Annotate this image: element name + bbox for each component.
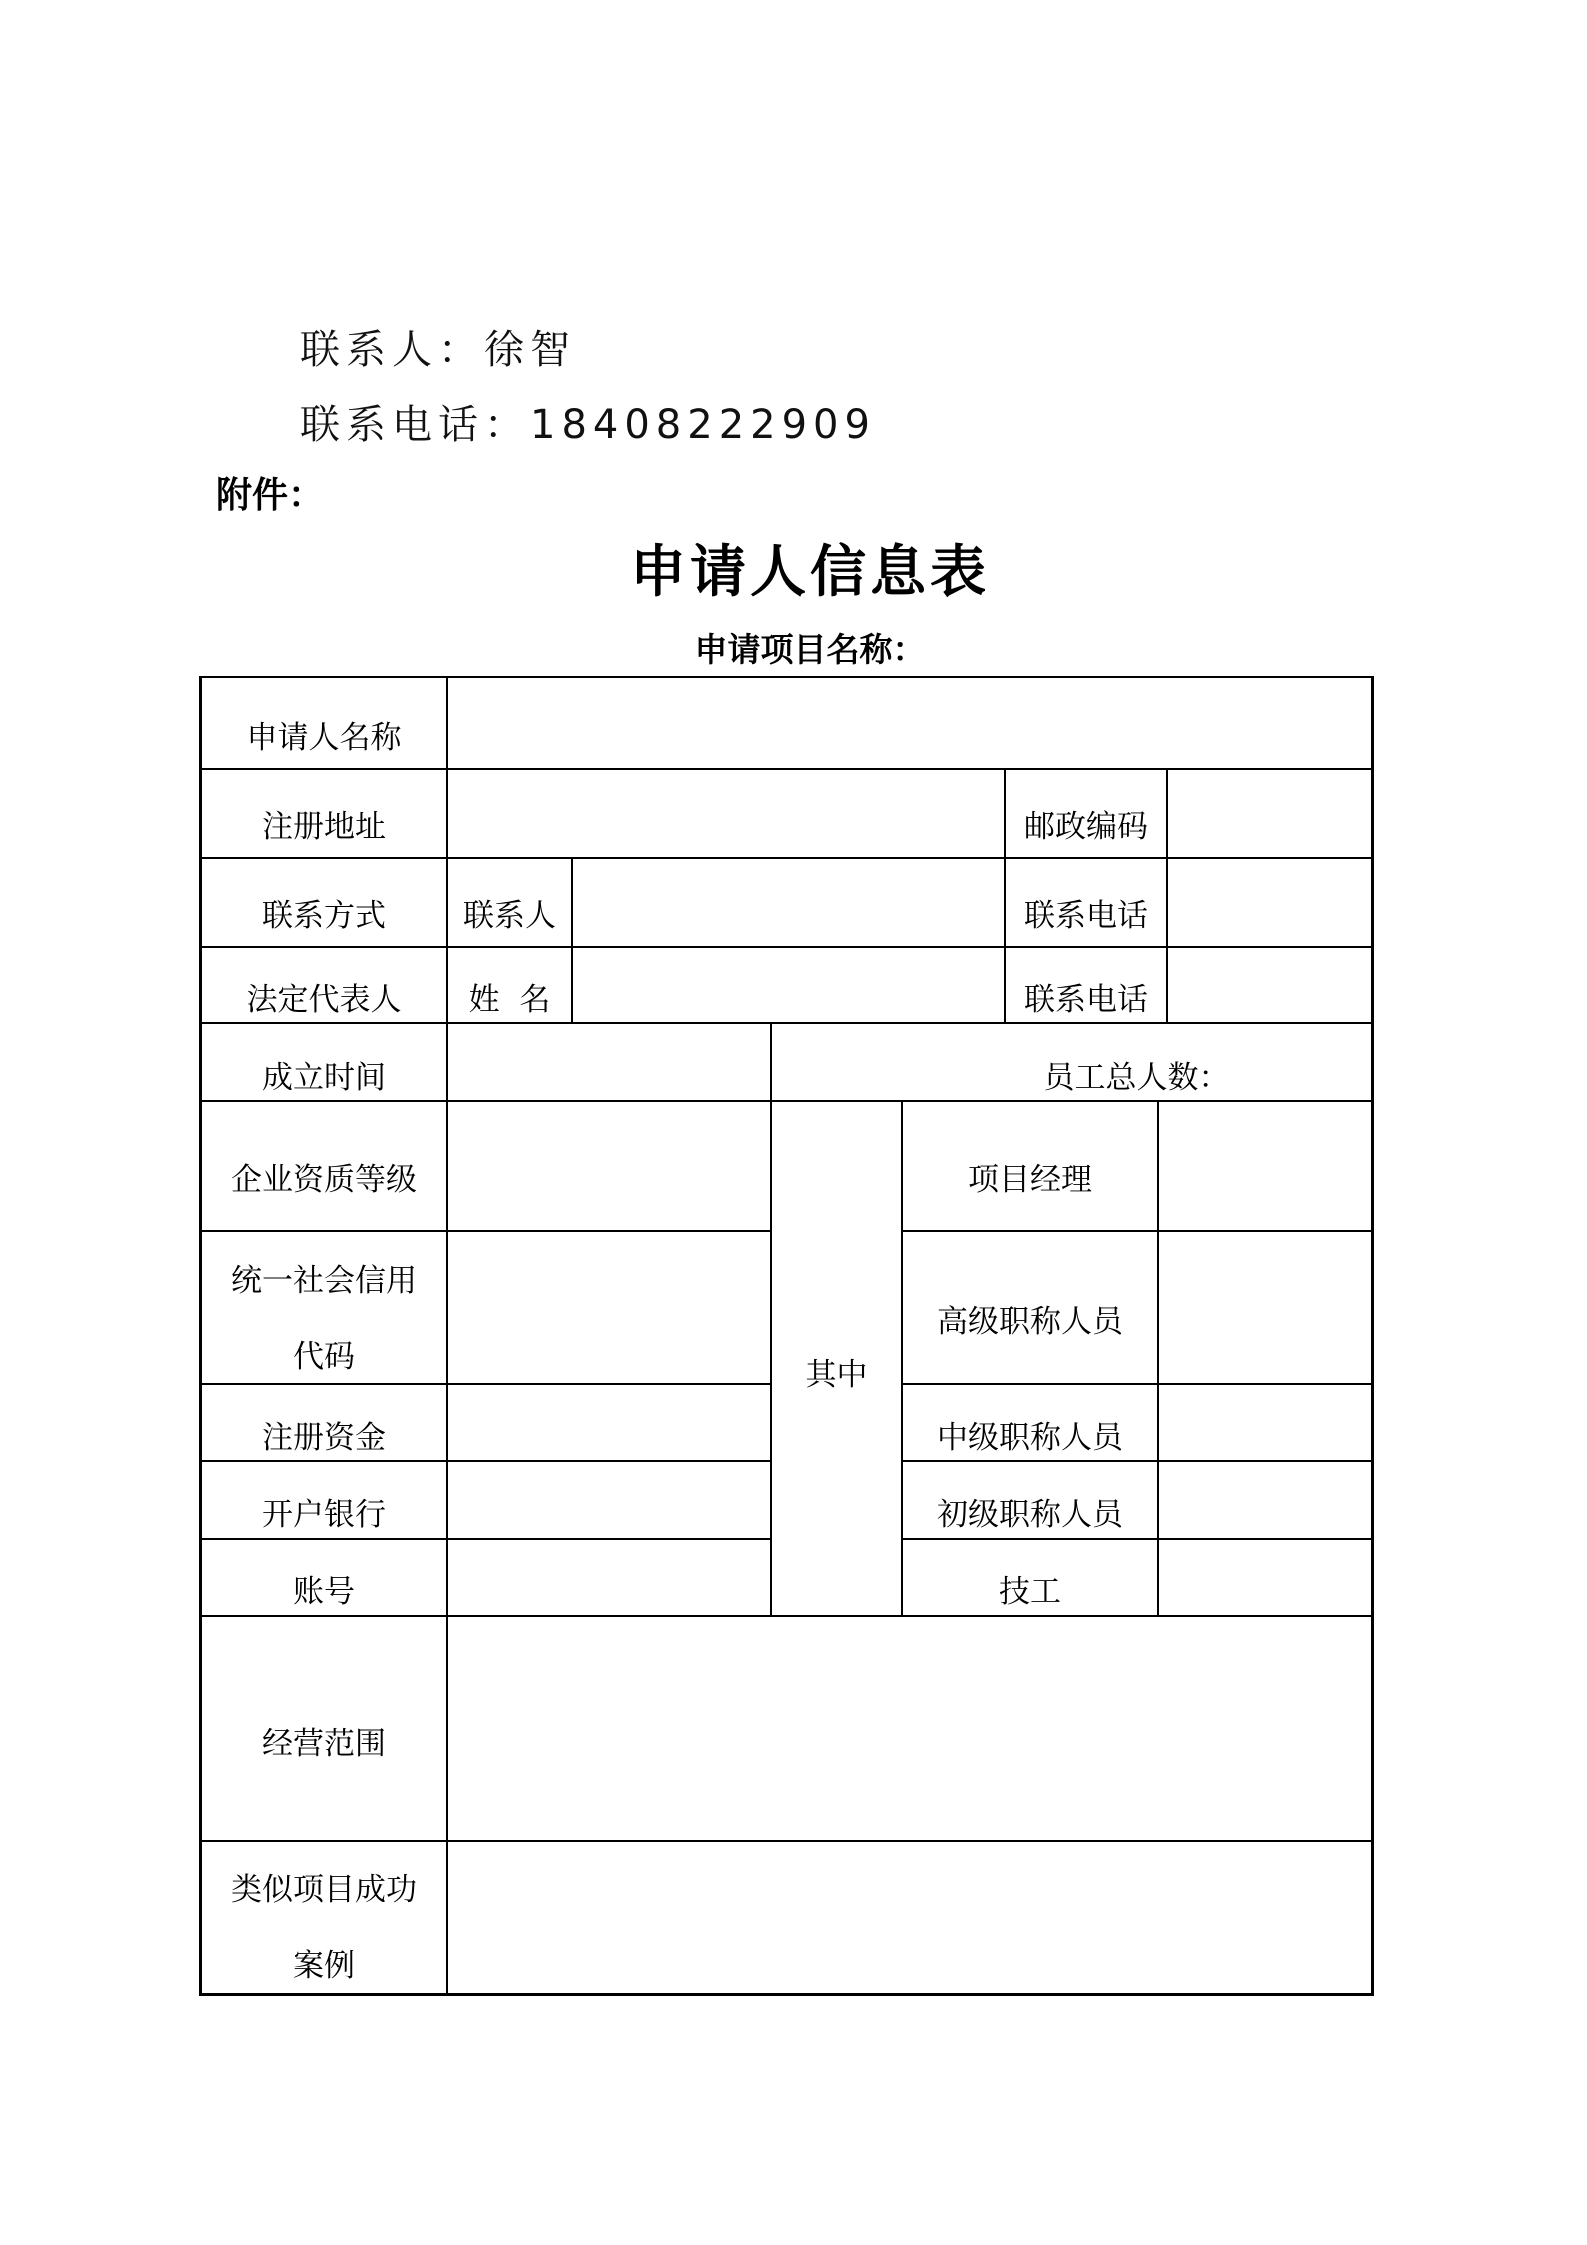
account-field[interactable] — [448, 1540, 770, 1615]
label-credit-code-line2: 代码 — [293, 1339, 355, 1375]
form-title: 申请人信息表 — [630, 539, 990, 605]
postal-code-field[interactable] — [1168, 770, 1371, 857]
applicant-name-field[interactable] — [448, 678, 1371, 768]
senior-title-field[interactable] — [1159, 1232, 1371, 1383]
contact-phone-line: 联系电话：18408222909 — [300, 402, 876, 448]
label-legal-rep-name: 姓 名 — [468, 982, 551, 1018]
attachment-label: 附件： — [216, 475, 325, 516]
project-manager-field[interactable] — [1159, 1102, 1371, 1230]
label-account: 账号 — [293, 1574, 355, 1610]
contact-phone-field[interactable] — [1168, 859, 1371, 946]
contact-person-field[interactable] — [573, 859, 1004, 946]
registered-capital-field[interactable] — [448, 1385, 770, 1460]
qualification-field[interactable] — [448, 1102, 770, 1230]
label-similar-cases-line2: 案例 — [293, 1948, 355, 1984]
label-registered-address: 注册地址 — [262, 809, 386, 845]
established-field[interactable] — [448, 1024, 770, 1100]
col-line — [770, 1022, 772, 1617]
label-junior-title: 初级职称人员 — [937, 1497, 1123, 1533]
label-similar-cases — [202, 1852, 446, 2004]
label-project-manager: 项目经理 — [968, 1162, 1092, 1198]
table-border-right — [1371, 676, 1374, 1996]
legal-rep-name-field[interactable] — [573, 948, 1004, 1022]
label-registered-capital: 注册资金 — [262, 1420, 386, 1456]
legal-rep-phone-field[interactable] — [1168, 948, 1371, 1022]
label-total-staff: 员工总人数： — [1043, 1060, 1230, 1096]
label-qualification: 企业资质等级 — [231, 1162, 417, 1198]
label-legal-rep-phone: 联系电话 — [1024, 982, 1148, 1018]
label-technician: 技工 — [999, 1574, 1061, 1610]
mid-title-field[interactable] — [1159, 1385, 1371, 1460]
junior-title-field[interactable] — [1159, 1462, 1371, 1538]
label-among: 其中 — [805, 1357, 868, 1393]
similar-cases-field[interactable] — [448, 1842, 1371, 1993]
row-line — [199, 1022, 1374, 1024]
label-mid-title: 中级职称人员 — [937, 1420, 1123, 1456]
contact-person-line: 联系人：徐智 — [300, 327, 576, 373]
label-postal-code: 邮政编码 — [1024, 809, 1148, 845]
label-established: 成立时间 — [262, 1060, 386, 1096]
label-contact-person: 联系人 — [463, 898, 556, 934]
label-applicant-name: 申请人名称 — [246, 720, 402, 756]
label-contact-phone: 联系电话 — [1024, 898, 1148, 934]
label-similar-cases-line1: 类似项目成功 — [231, 1872, 417, 1908]
bank-field[interactable] — [448, 1462, 770, 1538]
label-legal-rep: 法定代表人 — [246, 982, 402, 1018]
label-bank: 开户银行 — [262, 1497, 386, 1533]
business-scope-field[interactable] — [448, 1617, 1371, 1840]
label-credit-code-line1: 统一社会信用 — [231, 1263, 417, 1299]
project-name-label: 申请项目名称： — [694, 630, 926, 669]
registered-address-field[interactable] — [448, 770, 1004, 857]
credit-code-field[interactable] — [448, 1232, 770, 1383]
technician-field[interactable] — [1159, 1540, 1371, 1615]
label-business-scope: 经营范围 — [262, 1726, 386, 1762]
label-senior-title: 高级职称人员 — [937, 1304, 1123, 1340]
label-contact-method: 联系方式 — [262, 898, 386, 934]
label-credit-code — [202, 1243, 446, 1395]
